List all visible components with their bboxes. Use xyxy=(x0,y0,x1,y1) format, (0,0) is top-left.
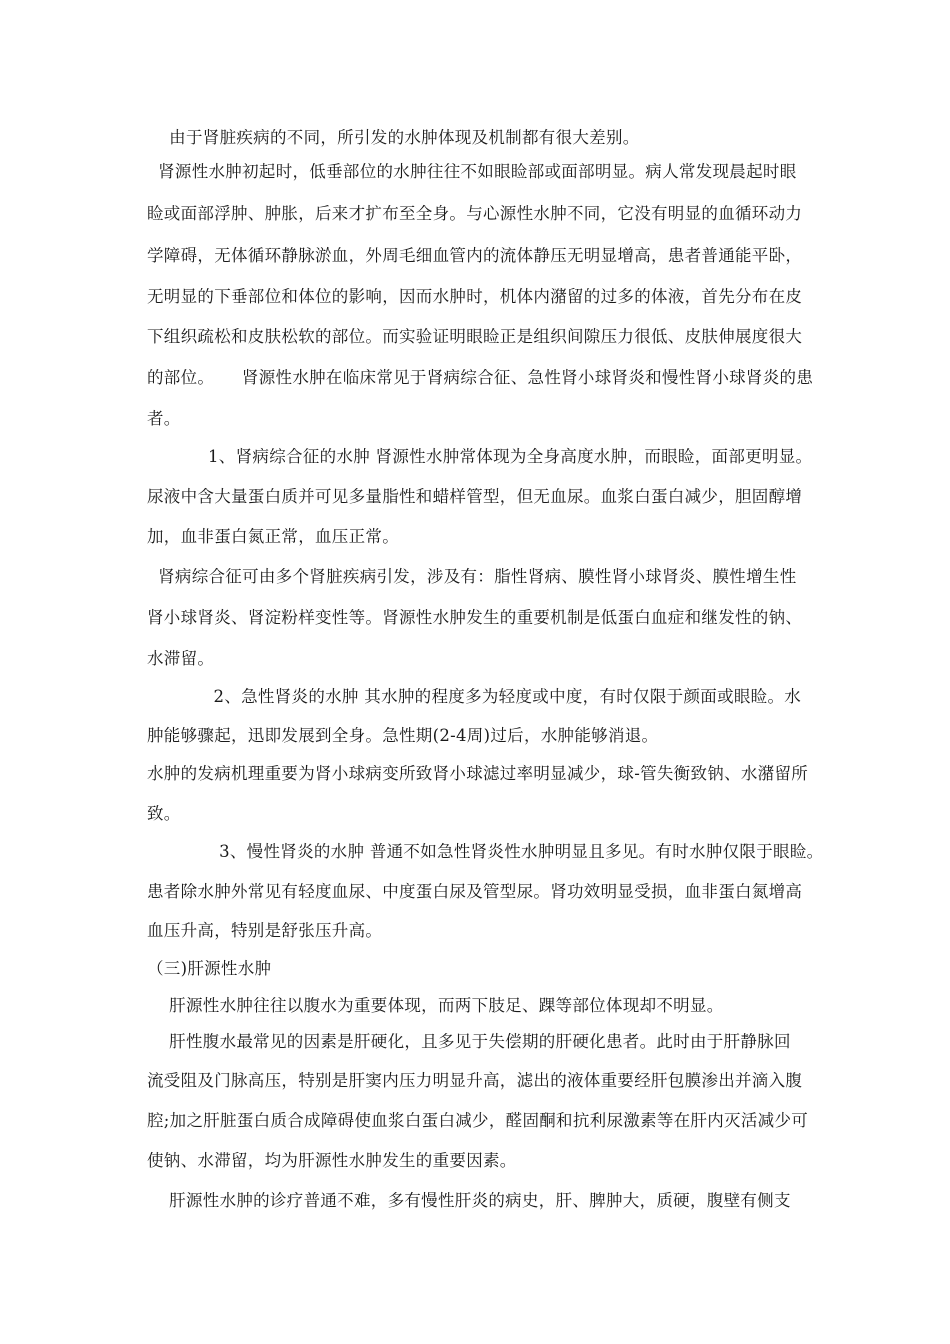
text-line: 加，血非蛋白氮正常，血压正常。 xyxy=(147,527,399,546)
text-line: 肾小球肾炎、肾淀粉样变性等。肾源性水肿发生的重要机制是低蛋白血症和继发性的钠、 xyxy=(147,608,803,627)
text-line: 水滞留。 xyxy=(147,649,215,668)
text-line: 肿能够骤起，迅即发展到全身。急性期(2-4周)过后，水肿能够消退。 xyxy=(147,726,659,745)
text-line: 学障碍，无体循环静脉淤血，外周毛细血管内的流体静压无明显增高，患者普通能平卧， xyxy=(147,246,803,265)
text-line: 睑或面部浮肿、肿胀，后来才扩布至全身。与心源性水肿不同，它没有明显的血循环动力 xyxy=(147,204,803,223)
text-line: 水肿的发病机理重要为肾小球病变所致肾小球滤过率明显减少，球-管失衡致钠、水潴留所 xyxy=(147,764,809,783)
section-heading: （三)肝源性水肿 xyxy=(147,959,272,978)
text-line: 肝源性水肿的诊疗普通不难，多有慢性肝炎的病史，肝、脾肿大，质硬，腹壁有侧支 xyxy=(147,1191,791,1210)
text-line: 流受阻及门脉高压，特别是肝窦内压力明显升高，滤出的液体重要经肝包膜渗出并滴入腹 xyxy=(147,1071,803,1090)
text-line: 肾源性水肿初起时，低垂部位的水肿往往不如眼睑部或面部明显。病人常发现晨起时眼 xyxy=(147,162,797,181)
text-line: 的部位。 肾源性水肿在临床常见于肾病综合征、急性肾小球肾炎和慢性肾小球肾炎的患 xyxy=(147,368,814,387)
text-line: 肝源性水肿往往以腹水为重要体现，而两下肢足、踝等部位体现却不明显。 xyxy=(147,996,724,1015)
text-line: 腔;加之肝脏蛋白质合成障碍使血浆白蛋白减少，醛固酮和抗利尿激素等在肝内灭活减少可 xyxy=(147,1111,809,1130)
text-line: 使钠、水滞留，均为肝源性水肿发生的重要因素。 xyxy=(147,1151,517,1170)
text-line: 3、慢性肾炎的水肿 普通不如急性肾炎性水肿明显且多见。有时水肿仅限于眼睑。 xyxy=(147,842,824,861)
text-line: 1、肾病综合征的水肿 肾源性水肿常体现为全身高度水肿，而眼睑，面部更明显。 xyxy=(147,447,813,466)
text-line: 者。 xyxy=(147,409,181,428)
text-line: 患者除水肿外常见有轻度血尿、中度蛋白尿及管型尿。肾功效明显受损，血非蛋白氮增高 xyxy=(147,882,803,901)
text-line: 肝性腹水最常见的因素是肝硬化，且多见于失偿期的肝硬化患者。此时由于肝静脉回 xyxy=(147,1032,791,1051)
text-line: 血压升高，特别是舒张压升高。 xyxy=(147,921,383,940)
text-line: 由于肾脏疾病的不同，所引发的水肿体现及机制都有很大差别。 xyxy=(147,128,640,147)
text-line: 尿液中含大量蛋白质并可见多量脂性和蜡样管型，但无血尿。血浆白蛋白减少，胆固醇增 xyxy=(147,487,803,506)
text-line: 无明显的下垂部位和体位的影响，因而水肿时，机体内潴留的过多的体液，首先分布在皮 xyxy=(147,287,803,306)
text-line: 下组织疏松和皮肤松软的部位。而实验证明眼睑正是组织间隙压力很低、皮肤伸展度很大 xyxy=(147,327,803,346)
text-line: 致。 xyxy=(147,804,181,823)
text-line: 肾病综合征可由多个肾脏疾病引发，涉及有：脂性肾病、膜性肾小球肾炎、膜性增生性 xyxy=(147,567,797,586)
text-line: 2、急性肾炎的水肿 其水肿的程度多为轻度或中度，有时仅限于颜面或眼睑。水 xyxy=(147,687,802,706)
